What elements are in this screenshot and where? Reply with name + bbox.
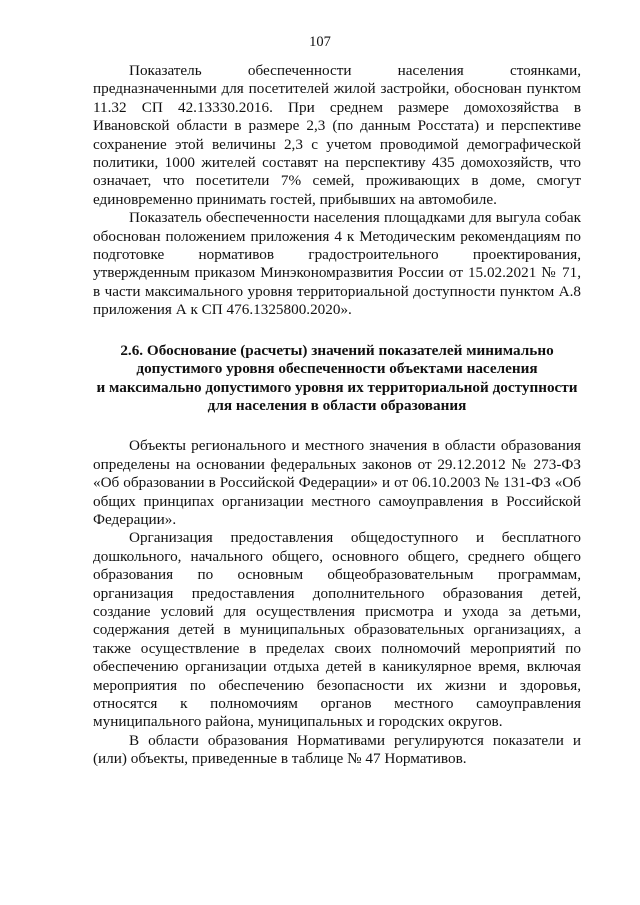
paragraph-education-objects: Объекты регионального и местного значения в области образования определены на основании федеральных законов от 29.12.2012 № 273-ФЗ «Об образовании в Российской Федерации» и от 06.10.2003 № 131-ФЗ «Об общих принципах организации местного самоуправления в Российской Федерации». (93, 437, 581, 528)
section-heading (93, 342, 581, 416)
section-heading-line: для населения в области образования (207, 396, 467, 414)
page-content (93, 62, 581, 769)
paragraph-education-regulation: В области образования Нормативами регулируются показатели и (или) объекты, приведенные в таблице № 47 Нормативов. (93, 731, 581, 768)
section-heading-line: и максимально допустимого уровня их территориальной доступности (96, 378, 578, 396)
page-number: 107 (309, 34, 331, 50)
section-heading-line: допустимого уровня обеспеченности объектами населения (136, 360, 538, 378)
section-heading-line: 2.6. Обоснование (расчеты) значений показателей минимально (120, 341, 554, 359)
paragraph-education-organization: Организация предоставления общедоступного и бесплатного дошкольного, начального общего, основного общего, среднего общего образования по основным общеобразовательным программам, организация предоставления дополнительного образования детей, создание условий для осуществления присмотра и ухода за детьми, содержания детей в муниципальных образовательных организациях, а также осуществление в пределах своих полномочий мероприятий по обеспечению организации отдыха детей в каникулярное время, включая мероприятия по обеспечению безопасности их жизни и здоровья, относятся к полномочиям органов местного самоуправления муниципального района, муниципальных и городских округов. (93, 529, 581, 731)
paragraph-parking-indicator: Показатель обеспеченности населения стоянками, предназначенными для посетителей жилой застройки, обоснован пунктом 11.32 СП 42.13330.2016. При среднем размере домохозяйства в Ивановской области в размере 2,3 (по данным Росстата) и перспективе сохранение этой величины 2,3 с учетом проводимой демографической политики, 1000 жителей составят на перспективу 435 домохозяйств, что означает, что посетители 7% семей, проживающих в доме, смогут единовременно принимать гостей, прибывших на автомобиле. (93, 62, 581, 208)
paragraph-dog-walking-indicator: Показатель обеспеченности населения площадками для выгула собак обоснован положением приложения 4 к Методическим рекомендациям по подготовке нормативов градостроительного проектирования, утвержденным приказом Минэкономразвития России от 15.02.2021 № 71, в части максимального уровня территориальной доступности пунктом А.8 приложения А к СП 476.1325800.2020». (93, 209, 581, 319)
